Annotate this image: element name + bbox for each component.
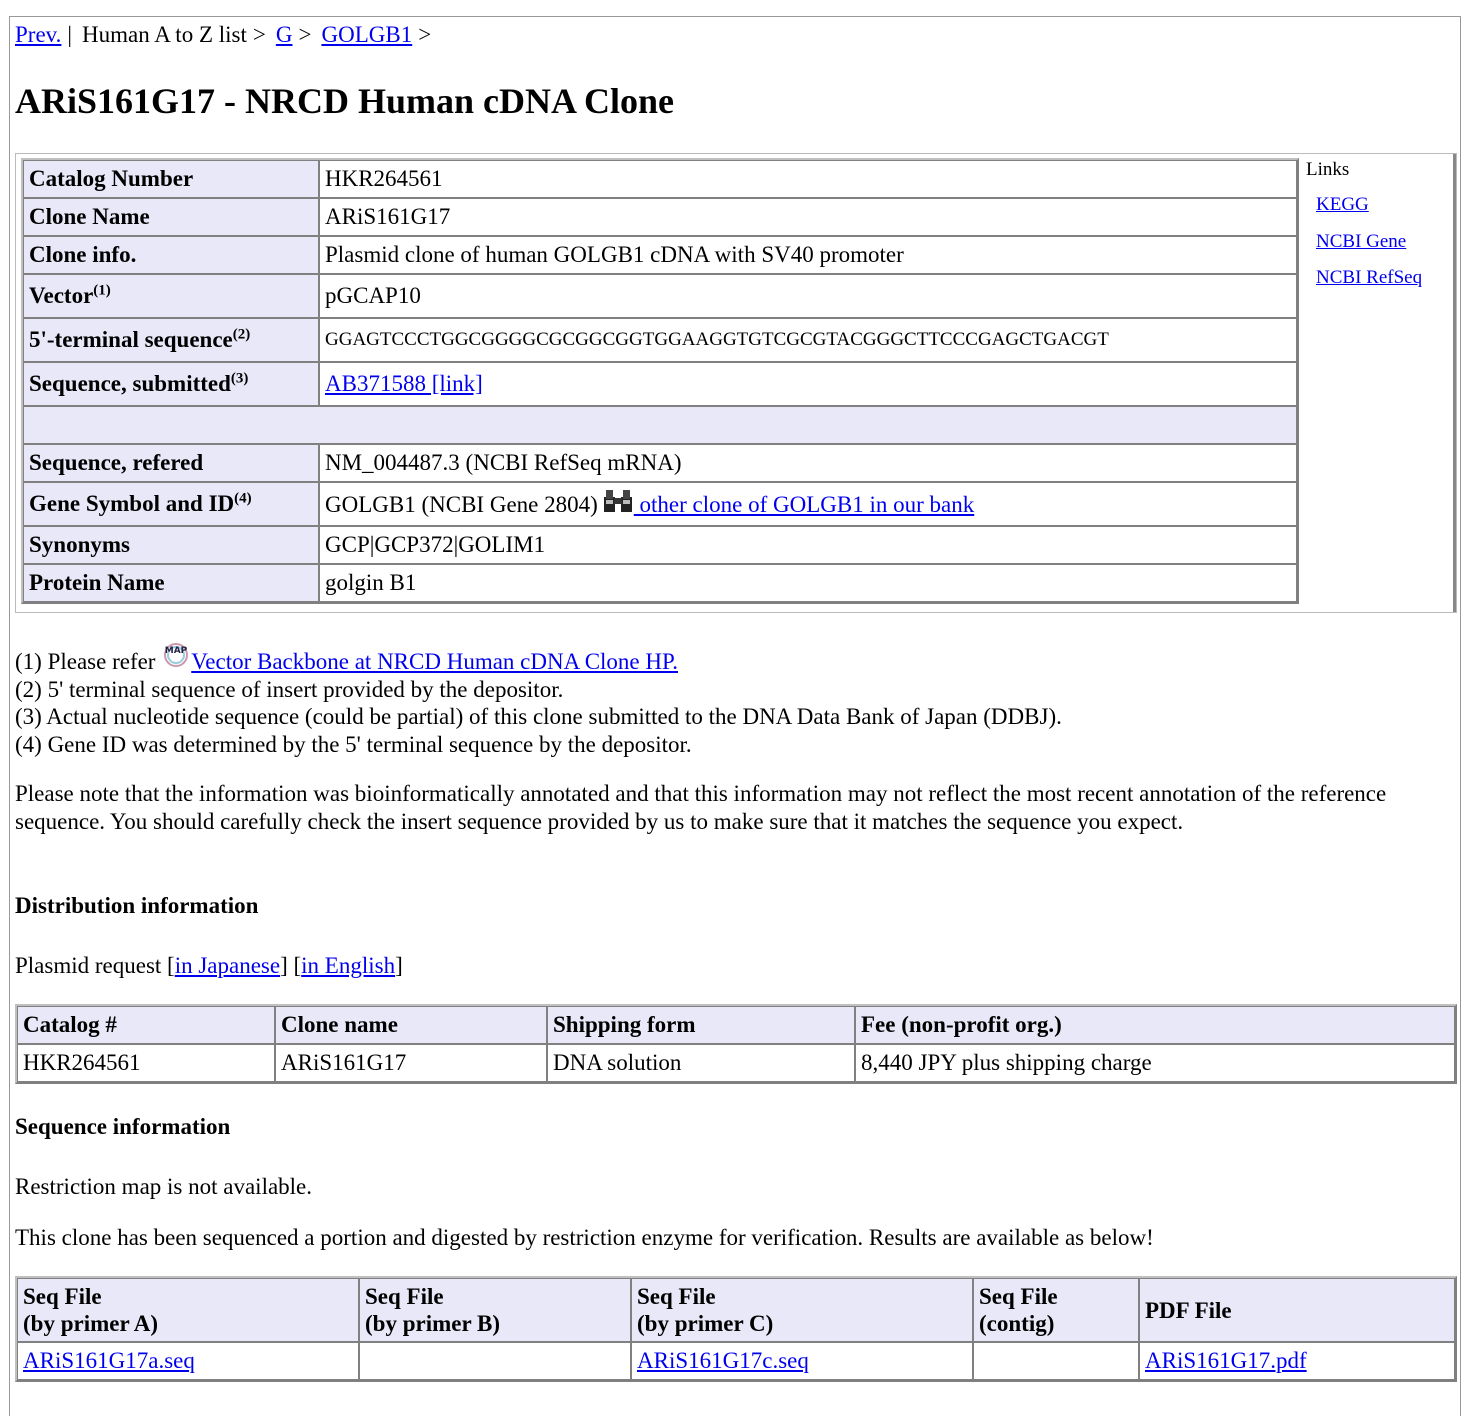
header-line: Seq File bbox=[23, 1284, 102, 1309]
request-mid: ] [ bbox=[280, 953, 302, 978]
table-row bbox=[23, 160, 1297, 198]
footnotes bbox=[15, 643, 1062, 758]
breadcrumb-letter-link[interactable]: G bbox=[275, 22, 293, 47]
gene-symbol-text: GOLGB1 (NCBI Gene 2804) bbox=[325, 492, 598, 517]
breadcrumb bbox=[15, 22, 437, 48]
clone-info-value: Plasmid clone of human GOLGB1 cDNA with SV40 promoter bbox=[319, 236, 1297, 274]
row-label: Clone Name bbox=[23, 198, 319, 236]
table-row bbox=[23, 236, 1297, 274]
clone-info-box bbox=[15, 153, 1457, 613]
page-title: ARiS161G17 - NRCD Human cDNA Clone bbox=[15, 81, 675, 121]
kegg-link[interactable]: KEGG bbox=[1316, 194, 1369, 215]
column-header: Clone name bbox=[275, 1006, 547, 1044]
catalog-cell: HKR264561 bbox=[17, 1044, 275, 1082]
table-row bbox=[17, 1342, 1455, 1380]
request-prefix: Plasmid request [ bbox=[15, 953, 175, 978]
table-row bbox=[17, 1044, 1455, 1082]
table-row bbox=[23, 362, 1297, 406]
vector-label: Vector bbox=[29, 283, 94, 308]
shipping-form-cell: DNA solution bbox=[547, 1044, 855, 1082]
table-header-row bbox=[17, 1278, 1455, 1342]
catalog-number-value: HKR264561 bbox=[319, 160, 1297, 198]
disclaimer-paragraph: Please note that the information was bioinformatically annotated and that this information may not reflect the most recent annotation of the reference sequence. You should carefully check the insert sequence provided by us to make sure that it matches the sequence you expect. bbox=[15, 781, 1387, 834]
sequence-submitted-value bbox=[319, 362, 1297, 406]
table-row bbox=[23, 482, 1297, 526]
footnote-3: (3) Actual nucleotide sequence (could be partial) of this clone submitted to the DNA Data Bank of Japan (DDBJ). bbox=[15, 704, 1062, 729]
table-row bbox=[23, 444, 1297, 482]
breadcrumb-gt: > bbox=[298, 22, 312, 47]
file-cell bbox=[973, 1342, 1139, 1380]
sequenced-note: This clone has been sequenced a portion and digested by restriction enzyme for verification. Results are available as below! bbox=[15, 1225, 1154, 1250]
row-label: Protein Name bbox=[23, 564, 319, 602]
footnote-ref: (3) bbox=[230, 370, 249, 387]
column-header: Catalog # bbox=[17, 1006, 275, 1044]
plasmid-request bbox=[15, 953, 403, 979]
header-line: Seq File bbox=[979, 1284, 1058, 1309]
restriction-map-note: Restriction map is not available. bbox=[15, 1174, 313, 1199]
request-suffix: ] bbox=[395, 953, 403, 978]
spacer-cell bbox=[23, 406, 1297, 444]
footnote-1 bbox=[15, 643, 1062, 676]
column-header bbox=[631, 1278, 973, 1342]
breadcrumb-gt: > bbox=[418, 22, 432, 47]
clone-info-table bbox=[21, 158, 1299, 604]
header-line: (by primer A) bbox=[23, 1311, 159, 1336]
breadcrumb-gene-link[interactable]: GOLGB1 bbox=[321, 22, 413, 47]
sequence-files-table bbox=[15, 1276, 1457, 1382]
clone-name-cell: ARiS161G17 bbox=[275, 1044, 547, 1082]
column-header bbox=[359, 1278, 631, 1342]
pdf-file-link[interactable]: ARiS161G17.pdf bbox=[1145, 1348, 1307, 1373]
map-icon-text: MAP bbox=[164, 646, 188, 656]
table-row bbox=[23, 564, 1297, 602]
distribution-heading: Distribution information bbox=[15, 893, 259, 918]
footnote-ref: (2) bbox=[232, 326, 251, 343]
gene-symbol-value bbox=[319, 482, 1297, 526]
table-row bbox=[23, 274, 1297, 318]
row-label: Synonyms bbox=[23, 526, 319, 564]
sequence-submitted-label: Sequence, submitted bbox=[29, 371, 231, 396]
vector-backbone-link[interactable]: Vector Backbone at NRCD Human cDNA Clone HP. bbox=[191, 649, 678, 674]
other-clone-link[interactable]: other clone of GOLGB1 in our bank bbox=[633, 492, 975, 517]
header-line: Seq File bbox=[365, 1284, 444, 1309]
row-label bbox=[23, 318, 319, 362]
sequence-heading: Sequence information bbox=[15, 1114, 231, 1139]
distribution-table bbox=[15, 1004, 1457, 1084]
links-heading: Links bbox=[1306, 159, 1350, 180]
seq-file-a-link[interactable]: ARiS161G17a.seq bbox=[23, 1348, 195, 1373]
table-row bbox=[23, 526, 1297, 564]
column-header: Shipping form bbox=[547, 1006, 855, 1044]
gene-symbol-label: Gene Symbol and ID bbox=[29, 491, 235, 516]
info-box-rule bbox=[1453, 154, 1456, 612]
table-row bbox=[23, 198, 1297, 236]
column-header bbox=[17, 1278, 359, 1342]
file-cell bbox=[359, 1342, 631, 1380]
footnote-ref: (4) bbox=[234, 490, 252, 507]
row-label bbox=[23, 362, 319, 406]
table-row-spacer bbox=[23, 406, 1297, 444]
row-label bbox=[23, 274, 319, 318]
row-label: Clone info. bbox=[23, 236, 319, 274]
footnote-4: (4) Gene ID was determined by the 5' terminal sequence by the depositor. bbox=[15, 731, 692, 757]
header-line: (by primer C) bbox=[637, 1311, 774, 1336]
footnote-ref: (1) bbox=[93, 282, 111, 299]
breadcrumb-gt: > bbox=[252, 22, 266, 47]
accession-link[interactable]: AB371588 [link] bbox=[325, 371, 483, 396]
file-cell bbox=[631, 1342, 973, 1380]
column-header bbox=[973, 1278, 1139, 1342]
header-line: Seq File bbox=[637, 1284, 716, 1309]
footnote-1-text: (1) Please refer bbox=[15, 649, 162, 674]
five-prime-label: 5'-terminal sequence bbox=[29, 327, 233, 352]
map-icon bbox=[161, 643, 191, 674]
column-header: PDF File bbox=[1139, 1278, 1455, 1342]
ncbi-gene-link[interactable]: NCBI Gene bbox=[1316, 231, 1407, 252]
header-line: (by primer B) bbox=[365, 1311, 501, 1336]
prev-link[interactable]: Prev. bbox=[15, 22, 62, 47]
binoculars-icon bbox=[602, 488, 634, 520]
protein-name-value: golgin B1 bbox=[319, 564, 1297, 602]
footnote-2: (2) 5' terminal sequence of insert provided by the depositor. bbox=[15, 676, 564, 702]
ncbi-refseq-link[interactable]: NCBI RefSeq bbox=[1316, 267, 1423, 288]
file-cell bbox=[17, 1342, 359, 1380]
five-prime-sequence-value: GGAGTCCCTGGCGGGGCGCGGCGGTGGAAGGTGTCGCGTACGGGCTTCCCGAGCTGACGT bbox=[319, 318, 1297, 362]
column-header: Fee (non-profit org.) bbox=[855, 1006, 1455, 1044]
synonyms-value: GCP|GCP372|GOLIM1 bbox=[319, 526, 1297, 564]
request-english-link[interactable]: in English bbox=[301, 953, 396, 978]
row-label: Catalog Number bbox=[23, 160, 319, 198]
clone-name-value: ARiS161G17 bbox=[319, 198, 1297, 236]
row-label bbox=[23, 482, 319, 526]
sequence-refered-value: NM_004487.3 (NCBI RefSeq mRNA) bbox=[319, 444, 1297, 482]
table-row bbox=[23, 318, 1297, 362]
file-cell bbox=[1139, 1342, 1455, 1380]
request-japanese-link[interactable]: in Japanese bbox=[174, 953, 281, 978]
header-line: (contig) bbox=[979, 1311, 1055, 1336]
fee-cell: 8,440 JPY plus shipping charge bbox=[855, 1044, 1455, 1082]
seq-file-c-link[interactable]: ARiS161G17c.seq bbox=[637, 1348, 809, 1373]
breadcrumb-list: Human A to Z list bbox=[82, 22, 247, 47]
breadcrumb-bar: | bbox=[67, 22, 73, 47]
vector-value: pGCAP10 bbox=[319, 274, 1297, 318]
table-header-row bbox=[17, 1006, 1455, 1044]
row-label: Sequence, refered bbox=[23, 444, 319, 482]
